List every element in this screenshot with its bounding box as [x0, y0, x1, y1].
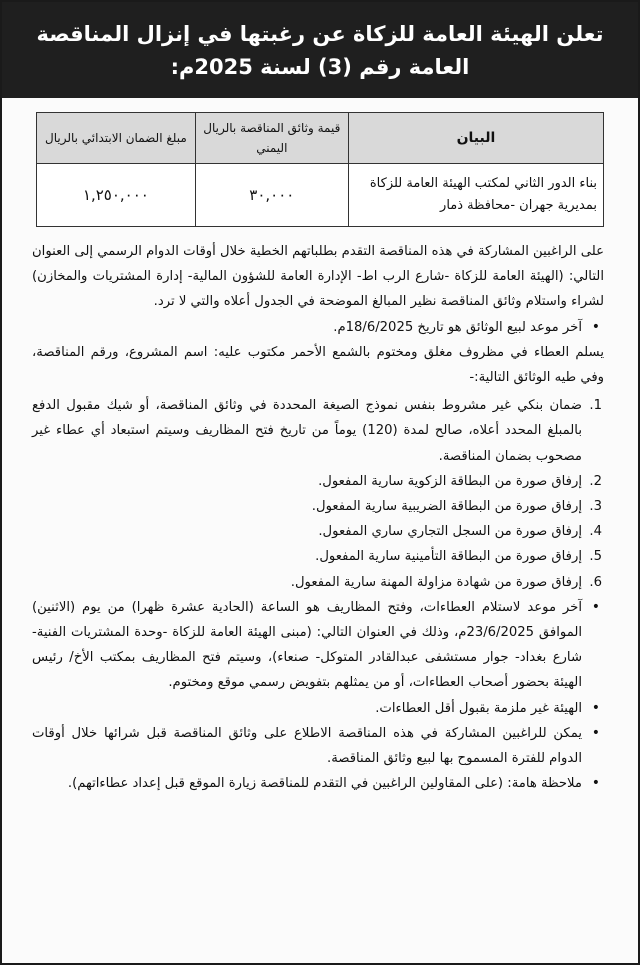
document-text: إرفاق صورة من البطاقة التأمينية سارية المفعول. [315, 549, 582, 565]
document-item-1 [32, 393, 604, 469]
table-row [37, 164, 604, 227]
document-text: إرفاق صورة من البطاقة الضريبية سارية المفعول. [311, 499, 582, 515]
document-number: 5. [589, 549, 602, 565]
bullet-text: الهيئة غير ملزمة بقبول أقل العطاءات. [375, 700, 582, 716]
bullet-review-docs [32, 721, 604, 771]
bullet-marker: • [591, 318, 600, 335]
document-number: 4. [589, 524, 602, 540]
document-text: إرفاق صورة من السجل التجاري ساري المفعول. [318, 524, 582, 540]
announcement-header [2, 2, 638, 98]
document-item-4 [32, 519, 604, 544]
document-text: إرفاق صورة من شهادة مزاولة المهنة سارية المفعول. [290, 574, 582, 590]
document-text: ضمان بنكي غير مشروط بنفس نموذج الصيغة المحددة في وثائق المناقصة، أو شيك مقبول الدفع بالمبلغ المحدد أعلاه، صالح لمدة (120) يوماً من تاريخ فتح المظاريف وسيتم استبعاد أي عطاء غير مصحوب بضمان المناقصة. [32, 398, 582, 464]
document-number: 3. [589, 499, 602, 515]
document-item-5 [32, 544, 604, 569]
document-item-2 [32, 469, 604, 494]
document-item-6 [32, 570, 604, 595]
bullet-marker: • [591, 598, 600, 615]
document-item-3 [32, 494, 604, 519]
document-number: 2. [589, 473, 602, 489]
document-number: 6. [589, 574, 602, 590]
tender-table-container [36, 112, 604, 227]
row-statement: بناء الدور الثاني لمكتب الهيئة العامة للزكاة بمديرية جهران -محافظة ذمار [348, 164, 603, 227]
submission-paragraph: يسلم العطاء في مظروف مغلق ومختوم بالشمع الأحمر مكتوب عليه: اسم المشروع، ورقم المناقصة، وفي طيه الوثائق التالية:- [32, 344, 604, 386]
tender-table [36, 112, 604, 227]
bullet-marker: • [591, 724, 600, 741]
header-title-line2: العامة رقم (3) لسنة 2025م: [170, 55, 470, 79]
row-docs-value: ٣٠,٠٠٠ [195, 164, 348, 227]
bullet-text: ملاحظة هامة: (على المقاولين الراغبين في التقدم للمناقصة زيارة الموقع قبل إعداد عطاءاتهم). [67, 776, 582, 792]
bullet-last-sale [32, 315, 604, 340]
row-guarantee: ١,٢٥٠,٠٠٠ [37, 164, 196, 227]
bullet-important-note [32, 771, 604, 796]
header-title-line1: تعلن الهيئة العامة للزكاة عن رغبتها في إنزال المناقصة [36, 22, 604, 46]
header-statement: البيان [348, 113, 603, 164]
bullet-last-sale-text: آخر موعد لبيع الوثائق هو تاريخ 18/6/2025م. [333, 319, 582, 335]
header-guarantee: مبلغ الضمان الابتدائي بالريال [37, 113, 196, 164]
bullet-opening-date [32, 595, 604, 696]
header-docs-value: قيمة وثائق المناقصة بالريال اليمني [195, 113, 348, 164]
intro-paragraph: على الراغبين المشاركة في هذه المناقصة التقدم بطلباتهم الخطية خلال أوقات الدوام الرسمي إلى العنوان التالي: (الهيئة العامة للزكاة -شارع الرب اط- الإدارة العامة للشؤون المالية- إدارة المشتريات والمخازن) لشراء واستلام وثائق المناقصة نظير المبالغ الموضحة في الجدول أعلاه والتي لا ترد. [32, 244, 604, 310]
bullet-marker: • [591, 699, 600, 716]
document-text: إرفاق صورة من البطاقة الزكوية سارية المفعول. [318, 473, 582, 489]
bullet-not-obliged [32, 696, 604, 721]
announcement-body [32, 239, 604, 796]
table-header-row [37, 113, 604, 164]
document-number: 1. [589, 398, 602, 414]
bullet-text: آخر موعد لاستلام العطاءات، وفتح المظاريف هو الساعة (الحادية عشرة ظهرا) من يوم (الاثنين) الموافق 23/6/2025م، وذلك في العنوان التالي: (مبنى الهيئة العامة للزكاة -وحدة المشتريات الفنية- شارع بغداد- جوار مستشفى عبدالقادر المتوكل- صنعاء)، وسيتم فتح المظاريف بمكتب الأخ/ رئيس الهيئة بحضور أصحاب العطاءات، أو من يمثلهم بتفويض رسمي موقع ومختوم. [32, 599, 582, 691]
bullet-text: يمكن للراغبين المشاركة في هذه المناقصة الاطلاع على وثائق المناقصة قبل شرائها خلال أوقات الدوام للفترة المسموح بها لبيع وثائق المناقصة. [32, 725, 582, 767]
bullet-marker: • [591, 775, 600, 792]
